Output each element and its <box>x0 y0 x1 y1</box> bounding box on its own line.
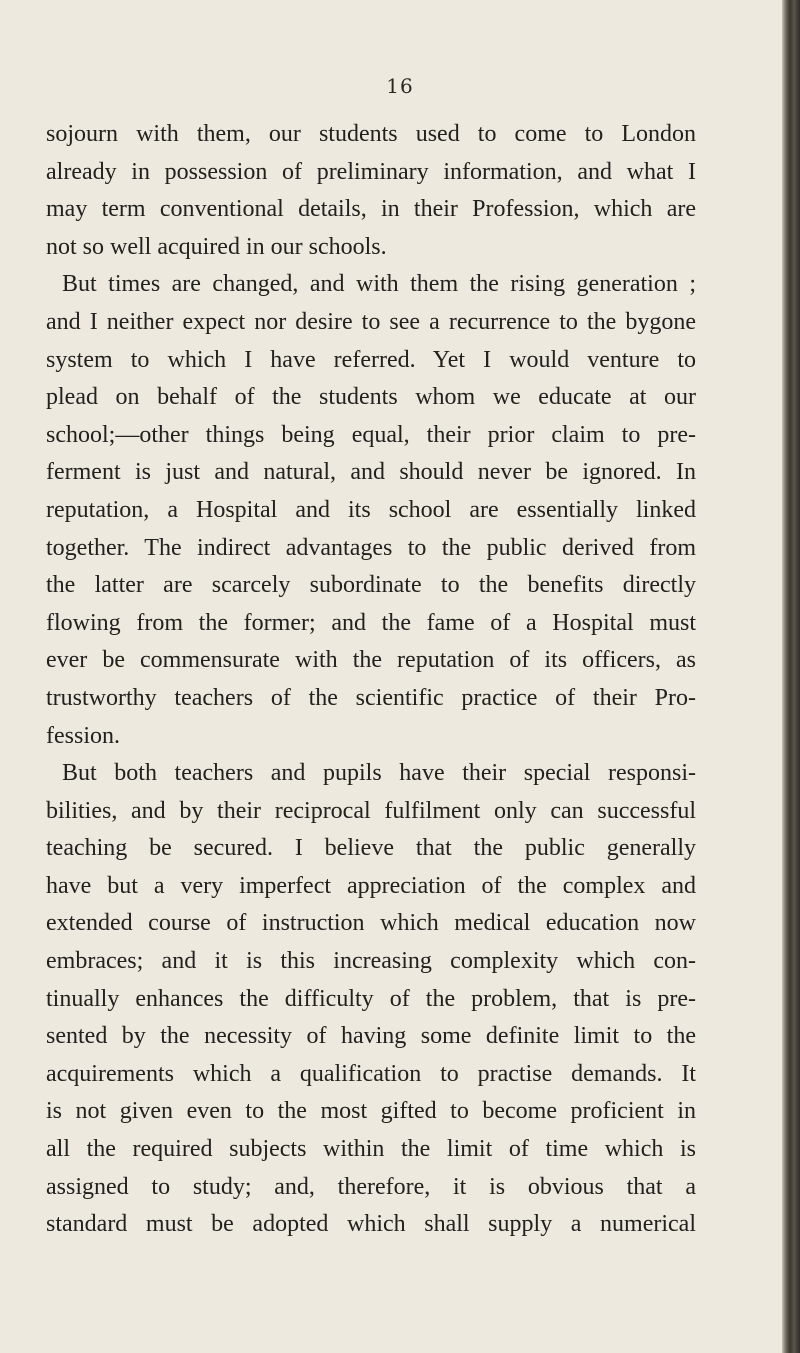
text-line: trustworthy teachers of the scientific practice of their Pro- <box>46 684 696 711</box>
text-line: acquirements which a qualification to practise demands. It <box>46 1060 696 1087</box>
page-number: 16 <box>386 74 414 98</box>
text-line: flowing from the former; and the fame of a Hospital must <box>46 609 696 636</box>
text-line: fession. <box>46 722 120 749</box>
body-text <box>46 116 696 1244</box>
paragraph-start-line: But both teachers and pupils have their special responsi- <box>62 760 696 787</box>
text-line: together. The indirect advantages to the public derived from <box>46 534 696 561</box>
text-line: ferment is just and natural, and should never be ignored. In <box>46 459 696 486</box>
text-line: and I neither expect nor desire to see a recurrence to the bygone <box>46 308 696 335</box>
paragraph-start-line: But times are changed, and with them the rising generation ; <box>62 271 696 298</box>
text-line: tinually enhances the difficulty of the problem, that is pre- <box>46 985 696 1012</box>
text-line: standard must be adopted which shall supply a numerical <box>46 1211 696 1238</box>
text-line: bilities, and by their reciprocal fulfilment only can successful <box>46 797 696 824</box>
text-line: already in possession of preliminary information, and what I <box>46 158 696 185</box>
text-line: all the required subjects within the limit of time which is <box>46 1136 696 1163</box>
text-line: ever be commensurate with the reputation of its officers, as <box>46 647 696 674</box>
text-line: not so well acquired in our schools. <box>46 233 387 260</box>
text-line: school;—other things being equal, their prior claim to pre- <box>46 421 696 448</box>
text-line: embraces; and it is this increasing complexity which con- <box>46 948 696 975</box>
text-line: plead on behalf of the students whom we educate at our <box>46 384 696 411</box>
text-line: the latter are scarcely subordinate to the benefits directly <box>46 572 696 599</box>
text-line: extended course of instruction which medical education now <box>46 910 696 937</box>
text-line: assigned to study; and, therefore, it is obvious that a <box>46 1173 696 1200</box>
text-line: is not given even to the most gifted to become proficient in <box>46 1098 696 1125</box>
text-line: teaching be secured. I believe that the public generally <box>46 835 696 862</box>
text-line: sented by the necessity of having some definite limit to the <box>46 1023 696 1050</box>
text-line: may term conventional details, in their Profession, which are <box>46 196 696 223</box>
book-binding-edge <box>782 0 800 1353</box>
text-line: sojourn with them, our students used to come to London <box>46 121 696 147</box>
text-line: reputation, a Hospital and its school are essentially linked <box>46 496 696 523</box>
text-line: system to which I have referred. Yet I would venture to <box>46 346 696 373</box>
text-line: have but a very imperfect appreciation of the complex and <box>46 872 696 899</box>
